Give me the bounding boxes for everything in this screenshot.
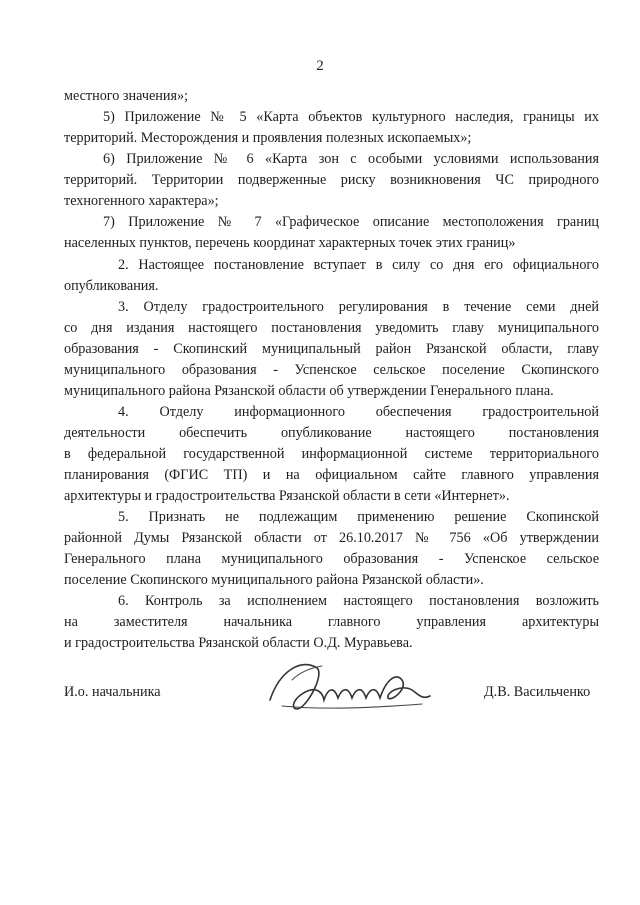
text-line: 6. Контроль за исполнением настоящего постановления возложить [118, 593, 599, 609]
text-line: Генерального плана муниципального образования - Успенское сельское [64, 551, 599, 567]
text-line: в федеральной государственной информационной системе территориального [64, 446, 599, 462]
text-line: территорий. Территории подверженные риску возникновения ЧС природного [64, 172, 599, 188]
signatory-name: Д.В. Васильченко [484, 684, 591, 700]
text-line: на заместителя начальника главного управления архитектуры [64, 614, 599, 630]
text-line: архитектуры и градостроительства Рязанской области в сети «Интернет». [64, 488, 510, 504]
text-line: деятельности обеспечить опубликование настоящего постановления [64, 425, 599, 441]
signatory-position: И.о. начальника [64, 684, 161, 700]
text-line: 6) Приложение № 6 «Карта зон с особыми условиями использования [103, 151, 599, 167]
text-line: 2. Настоящее постановление вступает в силу со дня его официального [118, 257, 599, 273]
text-line: муниципального образования - Успенское сельское поселение Скопинского [64, 362, 599, 378]
text-line: муниципального района Рязанской области об утверждении Генерального плана. [64, 383, 554, 399]
text-line: техногенного характера»; [64, 193, 219, 209]
text-line: и градостроительства Рязанской области О.Д. Муравьева. [64, 635, 413, 651]
text-line: местного значения»; [64, 88, 189, 104]
text-line: населенных пунктов, перечень координат характерных точек этих границ» [64, 235, 516, 251]
handwritten-signature [262, 650, 437, 720]
text-line: территорий. Месторождения и проявления полезных ископаемых»; [64, 130, 472, 146]
text-line: 4. Отделу информационного обеспечения градостроительной [118, 404, 599, 420]
text-line: образования - Скопинский муниципальный район Рязанской области, главу [64, 341, 599, 357]
text-line: 7) Приложение № 7 «Графическое описание местоположения границ [103, 214, 599, 230]
text-line: 5. Признать не подлежащим применению решение Скопинской [118, 509, 599, 525]
text-line: поселение Скопинского муниципального района Рязанской области». [64, 572, 484, 588]
text-line: 3. Отделу градостроительного регулирования в течение семи дней [118, 299, 599, 315]
text-line: 5) Приложение № 5 «Карта объектов культурного наследия, границы их [103, 109, 599, 125]
page-number: 2 [316, 58, 324, 74]
text-line: планирования (ФГИС ТП) и на официальном сайте главного управления [64, 467, 599, 483]
text-line: со дня издания настоящего постановления уведомить главу муниципального [64, 320, 599, 336]
text-line: районной Думы Рязанской области от 26.10.2017 № 756 «Об утверждении [64, 530, 599, 546]
text-line: опубликования. [64, 278, 159, 294]
